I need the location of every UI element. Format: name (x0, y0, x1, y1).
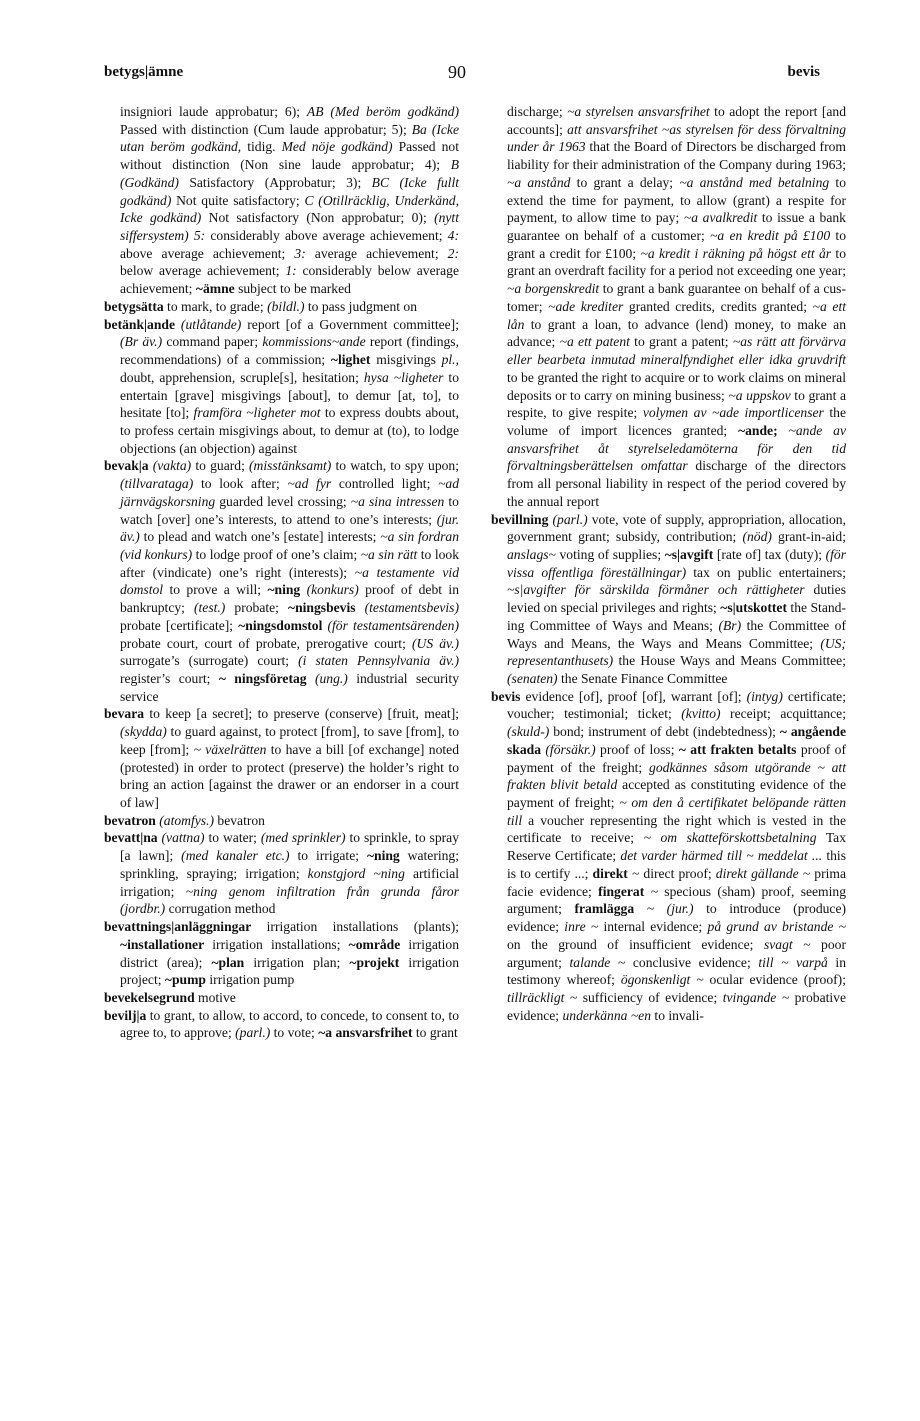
dictionary-entry: bevilj|a to grant, to allow, to accord, to concede, to consent to, to agree to, to approve; (parl.) to vote; ~a ansvarsfrihet to grant (104, 1007, 459, 1041)
page-number: 90 (448, 62, 466, 82)
entry-continuation: discharge; ~a styrelsen ansvarsfrihet to adopt the report [and accounts]; att ansvarsfrihet ~as styrelsen för dess förvaltning under år 1963 that the Board of Directors be discharged from liability for their administration of the Company during 1963; ~a anstånd to grant a delay; ~a anstånd med betalning to extend the time for payment, to allow (grant) a respite for payment, to allow time to pay; ~a avalkredit to issue a bank guarantee on behalf of a customer; ~a en kredit på £100 to grant a credit for £100; ~a kredit i räkning på högst ett år to grant an overdraft facility for a period not exceeding one year; ~a borgenskredit to grant a bank guarantee on behalf of a customer; ~ade krediter granted credits, credits granted; ~a ett lån to grant a loan, to advance (lend) money, to make an advance; ~a ett patent to grant a patent; ~as rätt att förvärva eller bearbeta inmutad mineralfyndighet eller idka gruvdrift to be granted the right to acquire or to work claims on mineral deposits or to carry on mining business; ~a uppskov to grant a respite, to give respite; volymen av ~ade importlicenser the volume of import licences granted; ~ande; ~ande av ansvarsfrihet åt styrelseledamöterna för den tid förvaltningsberättelsen omfattar discharge of the directors from all personal liability in respect of the period covered by the annual report (507, 104, 847, 509)
dictionary-entry: betänk|ande (utlåtande) report [of a Government committee]; (Br äv.) command paper; kommissions~ande report (findings, recommendations) of a commission; ~lighet misgivings pl., doubt, apprehension, scruple[s], hesitation; hysa ~ligheter to entertain [grave] misgivings [about], to demur [at, to], to hesitate [to]; framföra ~ligheter mot to express doubts about, to profess certain misgivings about, to demur at (to), to lodge objections (an objection) against (104, 316, 459, 456)
dictionary-entry: bevak|a (vakta) to guard; (misstänksamt) to watch, to spy upon; (tillvarataga) to look after; ~ad fyr controlled light; ~ad järnvägskorsning guarded level crossing; ~a sina intressen to watch [over] one’s interests, to attend to one’s interests; (jur. äv.) to plead and watch one’s [estate] interests; ~a sin fordran (vid konkurs) to lodge proof of one’s claim; ~a sin rätt to look after (vindicate) one’s right (interests); ~a testamente vid domstol to prove a will; ~ning (konkurs) proof of debt in bankruptcy; (test.) probate; ~ningsbevis (testamentsbevis) probate [certificate]; ~ningsdomstol (för testamentsärenden) probate court, court of probate, prerogative court; (US äv.) surrogate’s (surrogate) court; (i staten Pennsylvania äv.) register’s court; ~ ningsföretag (ung.) industrial security service (104, 458, 460, 704)
dictionary-entry: bevatt|na (vattna) to water; (med sprinkler) to sprinkle, to spray [a lawn]; (med kanaler etc.) to irrigate; ~ning watering; sprinkling, spraying; irrigation; konstgjord ~ning artificial irrigation; ~ning genom infiltration från grunda fåror (jordbr.) corrugation method (104, 830, 460, 917)
dictionary-entry: bevattnings|anläggningar irrigation installations (plants); ~installationer irrigation installations; ~område irrigation district (area); ~plan irrigation plan; ~projekt irrigation project; ~pump irrigation pump (104, 919, 460, 988)
page-header (0, 64, 920, 88)
entry-continuation: insigniori laude approbatur; 6); AB (Med beröm godkänd) Passed with distinction (Cum laude approbatur; 5); Ba (Icke utan beröm godkänd, tidig. Med nöje godkänd) Passed not without distinction (Non sine laude approbatur; 4); B (Godkänd) Satisfactory (Approbatur; 3); BC (Icke fullt godkänd) Not quite satisfactory; C (Otillräcklig, Underkänd, Icke godkänd) Not satisfactory (Non approbatur; 0); (nytt siffersystem) 5: considerably above average achievement; 4: above average achievement; 3: average achievement; 2: below average achievement; 1: considerably below average achievement; ~ämne subject to be marked (120, 104, 459, 297)
left-column (104, 103, 459, 1042)
dictionary-entry: betygsätta to mark, to grade; (bildl.) to pass judgment on (104, 298, 418, 314)
dictionary-entry: bevis evidence [of], proof [of], warrant [of]; (intyg) certificate; voucher; testimonial; ticket; (kvitto) receipt; acquittance; (skuld-) bond; instrument of debt (indebtedness); ~ angående skada (försäkr.) proof of loss; ~ att frakten betalts proof of payment of the freight; godkännes såsom utgörande ~ att frakten blivit betald accepted as constituting evidence of the payment of freight; ~ om den å certifikatet belöpande rätten till a voucher representing the right which is vested in the certificate to receive; ~ om skatteförskottsbetalning Tax Reserve Certificate; det varder härmed till ~ meddelat ... this is to certify ...; direkt ~ direct proof; direkt gällande ~ prima facie evidence; fingerat ~ specious (sham) proof, seeming argument; framlägga ~ (jur.) to introduce (produce) evidence; inre ~ internal evidence; på grund av bristande ~ on the ground of insufficient evidence; svagt ~ poor argument; talande ~ conclusive evidence; till ~ varpå in testimony whereof; ögonskenligt ~ ocular evidence (proof); tillräckligt ~ sufficiency of evidence; tvingande ~ probative evidence; underkänna ~en to invali- (491, 688, 847, 1023)
dictionary-entry: bevara to keep [a secret]; to preserve (conserve) [fruit, meat]; (skydda) to guard against, to protect [from], to save [from], to keep [from]; ~ växelrätten to have a bill [of exchange] noted (protested) in order to protect (preserve) the holder’s right to bring an action [against the drawer or an endorser in a court of law] (104, 706, 459, 811)
dictionary-entry: bevekelsegrund motive (104, 989, 236, 1005)
dictionary-entry: bevillning (parl.) vote, vote of supply, appropriation, allocation, government grant; subsidy, contribution; (nöd) grant-in-aid; anslags~ voting of supplies; ~s|avgift [rate of] tax (duty); (för vissa offentliga föreställningar) tax on public entertainers; ~s|avgifter för särskilda förmåner och rättigheter duties levied on special privileges and rights; ~s|utskottet the Standing Committee of Ways and Means; (Br) the Committee of Ways and Means, the Ways and Means Committee; (US; representanthusets) the House Ways and Means Committee; (senaten) the Senate Finance Committee (491, 511, 847, 686)
right-column (491, 103, 846, 1024)
left-guide-word: betygs|ämne (104, 64, 184, 80)
right-guide-word: bevis (787, 64, 820, 80)
dictionary-entry: bevatron (atomfys.) bevatron (104, 812, 265, 828)
